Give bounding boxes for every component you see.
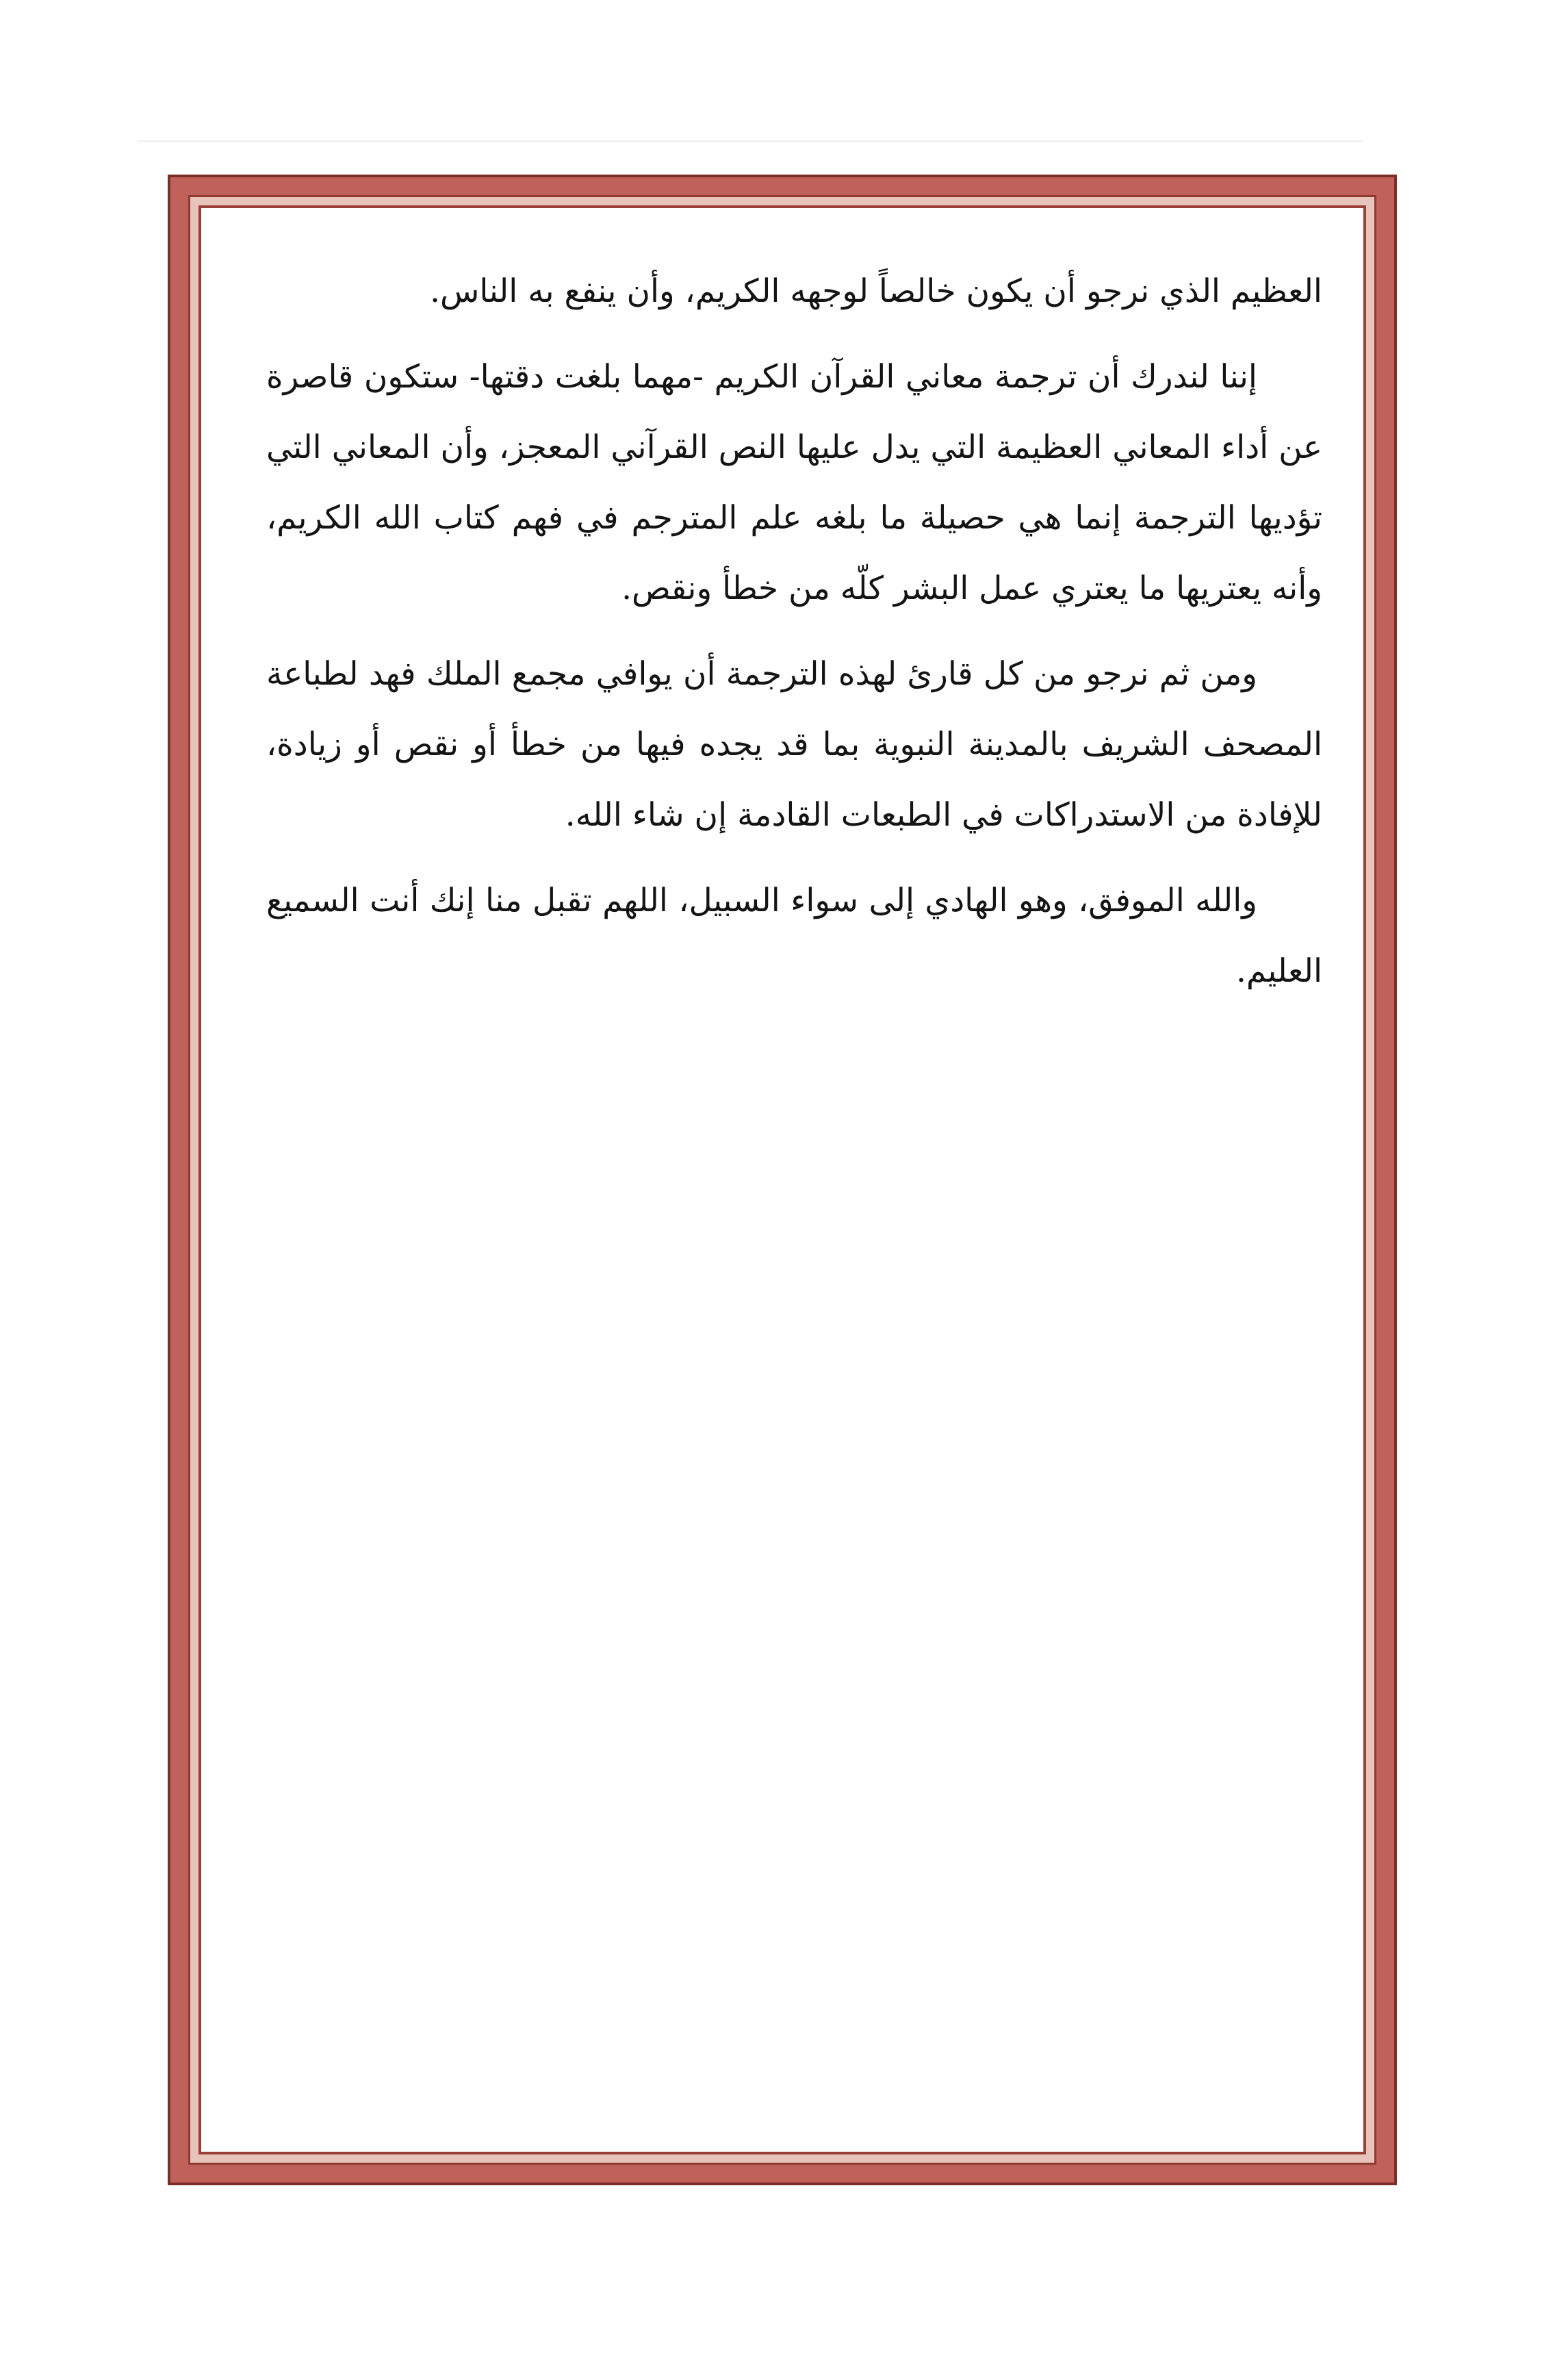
paragraph-translation-limits: إننا لندرك أن ترجمة معاني القرآن الكريم -مهما بلغت دقتها- ستكون قاصرة عن أداء المعاني العظيمة التي يدل عليها النص القرآني المعجز، وأن المعاني التي تؤديها الترجمة إنما هي حصيلة ما بلغه علم المترجم في فهم كتاب الله الكريم، وأنه يعتريها ما يعتري عمل البشر كلّه من خطأ ونقص. [266,358,1322,607]
paragraph-closing-prayer: والله الموفق، وهو الهادي إلى سواء السبيل، اللهم تقبل منا إنك أنت السميع العليم. [266,882,1322,990]
arabic-text-block [266,256,1322,1021]
page-content-area [198,205,1366,2154]
paragraph-reader-request: ومن ثم نرجو من كل قارئ لهذه الترجمة أن يوافي مجمع الملك فهد لطباعة المصحف الشريف بالمدينة النبوية بما قد يجده فيها من خطأ أو نقص أو زيادة، للإفادة من الاستدراكات في الطبعات القادمة إن شاء الله. [266,655,1322,834]
decorative-page-frame [168,175,1397,2185]
paragraph-continuation: العظيم الذي نرجو أن يكون خالصاً لوجهه الكريم، وأن ينفع به الناس. [430,272,1322,310]
scan-shadow-edge [137,140,1362,142]
frame-inner-band [188,195,1376,2165]
